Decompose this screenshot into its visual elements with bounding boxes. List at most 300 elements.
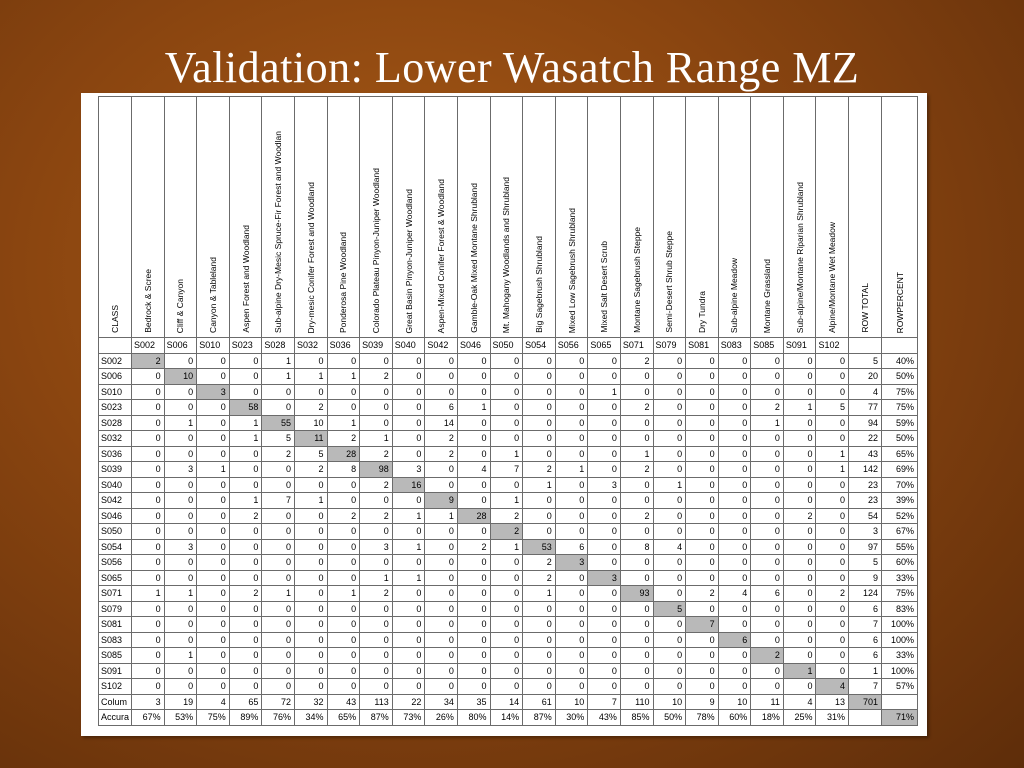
matrix-cell: 0 xyxy=(425,384,458,400)
matrix-cell: 0 xyxy=(751,431,784,447)
matrix-cell: 0 xyxy=(294,586,327,602)
matrix-cell: 0 xyxy=(588,462,621,478)
matrix-cell: 2 xyxy=(457,539,490,555)
matrix-cell: 0 xyxy=(294,508,327,524)
matrix-cell: 113 xyxy=(360,694,393,710)
matrix-cell: 22 xyxy=(392,694,425,710)
matrix-cell: 0 xyxy=(327,353,360,369)
matrix-cell: 0 xyxy=(132,400,165,416)
matrix-cell: 0 xyxy=(132,555,165,571)
matrix-cell: 5 xyxy=(294,446,327,462)
matrix-cell: 0 xyxy=(523,617,556,633)
matrix-cell: 0 xyxy=(653,555,686,571)
column-header-label: Sub-alpine Meadow xyxy=(729,257,740,333)
matrix-cell: 2 xyxy=(686,586,719,602)
matrix-cell: 2 xyxy=(294,400,327,416)
column-code-cell: S040 xyxy=(392,338,425,354)
matrix-cell: 0 xyxy=(262,400,295,416)
column-header-label: Dry Tundra xyxy=(696,290,707,333)
column-header xyxy=(327,97,360,338)
matrix-cell: 0 xyxy=(523,493,556,509)
matrix-cell: 0 xyxy=(718,679,751,695)
matrix-cell: 0 xyxy=(751,462,784,478)
matrix-cell: 0 xyxy=(588,415,621,431)
table-row xyxy=(99,462,918,478)
matrix-cell: 0 xyxy=(425,617,458,633)
matrix-cell: 0 xyxy=(229,539,262,555)
matrix-cell: 0 xyxy=(653,679,686,695)
matrix-cell: 0 xyxy=(164,617,197,633)
matrix-cell: 0 xyxy=(229,462,262,478)
column-header-label: Colorado Plateau Pinyon-Juniper Woodland xyxy=(370,167,381,333)
matrix-cell: 3 xyxy=(392,462,425,478)
matrix-cell: 0 xyxy=(523,508,556,524)
matrix-cell: 39% xyxy=(882,493,918,509)
row-label: S039 xyxy=(99,462,132,478)
matrix-cell: 2 xyxy=(294,462,327,478)
matrix-cell: 80% xyxy=(457,710,490,726)
matrix-cell: 0 xyxy=(327,524,360,540)
matrix-cell: 0 xyxy=(523,415,556,431)
matrix-cell: 0 xyxy=(392,601,425,617)
column-header xyxy=(816,97,849,338)
column-header xyxy=(132,97,165,338)
matrix-cell: 0 xyxy=(653,493,686,509)
matrix-cell: 73% xyxy=(392,710,425,726)
matrix-cell: 0 xyxy=(392,679,425,695)
matrix-cell: 0 xyxy=(392,555,425,571)
matrix-cell: 0 xyxy=(588,586,621,602)
matrix-cell: 3 xyxy=(164,462,197,478)
matrix-cell: 0 xyxy=(197,586,230,602)
matrix-cell: 0 xyxy=(523,679,556,695)
matrix-cell: 1 xyxy=(523,586,556,602)
matrix-cell: 0 xyxy=(294,384,327,400)
matrix-cell: 43 xyxy=(849,446,882,462)
row-label: S054 xyxy=(99,539,132,555)
diagonal-cell: 6 xyxy=(718,632,751,648)
column-header-label: Canyon & Tableland xyxy=(207,257,218,333)
matrix-cell: 2 xyxy=(523,570,556,586)
matrix-cell: 0 xyxy=(816,632,849,648)
matrix-cell: 0 xyxy=(686,431,719,447)
column-header-label: Sub-alpine/Montane Riparian Shrubland xyxy=(794,181,805,333)
matrix-cell: 0 xyxy=(555,446,588,462)
matrix-cell: 0 xyxy=(229,524,262,540)
diagonal-cell: 98 xyxy=(360,462,393,478)
row-label: S042 xyxy=(99,493,132,509)
row-label: S056 xyxy=(99,555,132,571)
matrix-cell: 0 xyxy=(686,508,719,524)
matrix-cell: 0 xyxy=(197,663,230,679)
diagonal-cell: 3 xyxy=(588,570,621,586)
matrix-cell: 0 xyxy=(523,369,556,385)
matrix-cell: 0 xyxy=(360,353,393,369)
matrix-cell: 1 xyxy=(294,493,327,509)
matrix-cell: 0 xyxy=(164,431,197,447)
row-label: S071 xyxy=(99,586,132,602)
matrix-cell: 65% xyxy=(327,710,360,726)
matrix-cell: 0 xyxy=(360,679,393,695)
matrix-cell: 0 xyxy=(751,493,784,509)
matrix-cell: 0 xyxy=(783,586,816,602)
diagonal-cell: 55 xyxy=(262,415,295,431)
matrix-cell: 0 xyxy=(653,508,686,524)
diagonal-cell: 7 xyxy=(686,617,719,633)
column-header-label: Gamble-Oak Mixed Montane Shrubland xyxy=(468,183,479,333)
matrix-cell: 1 xyxy=(327,415,360,431)
matrix-cell: 2 xyxy=(490,508,523,524)
matrix-cell: 0 xyxy=(523,400,556,416)
matrix-cell: 33% xyxy=(882,648,918,664)
matrix-cell: 0 xyxy=(425,679,458,695)
matrix-cell: 0 xyxy=(132,524,165,540)
matrix-cell: 0 xyxy=(653,648,686,664)
column-header xyxy=(588,97,621,338)
matrix-cell: 0 xyxy=(718,415,751,431)
matrix-cell: 22 xyxy=(849,431,882,447)
matrix-cell: 0 xyxy=(327,617,360,633)
matrix-cell: 0 xyxy=(164,632,197,648)
matrix-cell: 0 xyxy=(327,632,360,648)
matrix-cell: 0 xyxy=(132,663,165,679)
matrix-cell: 0 xyxy=(425,648,458,664)
matrix-cell: 0 xyxy=(588,539,621,555)
matrix-cell: 2 xyxy=(816,586,849,602)
diagonal-cell: 1 xyxy=(783,663,816,679)
matrix-cell: 0 xyxy=(718,524,751,540)
matrix-cell: 0 xyxy=(686,632,719,648)
diagonal-cell: 28 xyxy=(457,508,490,524)
matrix-cell: 0 xyxy=(783,493,816,509)
table-row xyxy=(99,446,918,462)
matrix-cell: 0 xyxy=(360,493,393,509)
matrix-cell: 2 xyxy=(360,508,393,524)
matrix-cell: 0 xyxy=(132,648,165,664)
matrix-cell: 0 xyxy=(718,539,751,555)
matrix-cell: 0 xyxy=(686,400,719,416)
matrix-cell: 0 xyxy=(653,632,686,648)
matrix-cell: 2 xyxy=(360,477,393,493)
table-row xyxy=(99,586,918,602)
matrix-cell: 0 xyxy=(197,570,230,586)
column-code-cell: S050 xyxy=(490,338,523,354)
matrix-cell: 0 xyxy=(523,384,556,400)
column-code-cell: S079 xyxy=(653,338,686,354)
matrix-cell: 0 xyxy=(229,601,262,617)
matrix-cell: 0 xyxy=(783,477,816,493)
matrix-cell: 7 xyxy=(588,694,621,710)
matrix-cell: 0 xyxy=(262,539,295,555)
column-header xyxy=(164,97,197,338)
matrix-cell: 50% xyxy=(882,431,918,447)
matrix-cell: 0 xyxy=(751,632,784,648)
matrix-cell: 4 xyxy=(718,586,751,602)
diagonal-cell: 701 xyxy=(849,694,882,710)
matrix-cell: 0 xyxy=(197,400,230,416)
table-row xyxy=(99,508,918,524)
matrix-cell: 43 xyxy=(327,694,360,710)
table-row xyxy=(99,524,918,540)
matrix-cell: 0 xyxy=(718,353,751,369)
matrix-cell: 100% xyxy=(882,632,918,648)
matrix-cell: 2 xyxy=(229,586,262,602)
matrix-cell: 0 xyxy=(783,431,816,447)
matrix-cell: 0 xyxy=(783,384,816,400)
matrix-cell: 4 xyxy=(783,694,816,710)
matrix-cell: 0 xyxy=(392,446,425,462)
matrix-cell: 0 xyxy=(718,384,751,400)
matrix-cell: 1 xyxy=(327,586,360,602)
matrix-cell: 0 xyxy=(751,508,784,524)
matrix-cell: 0 xyxy=(197,648,230,664)
matrix-cell: 83% xyxy=(882,601,918,617)
matrix-cell: 59% xyxy=(882,415,918,431)
row-label: S081 xyxy=(99,617,132,633)
matrix-cell: 4 xyxy=(849,384,882,400)
matrix-cell: 0 xyxy=(294,477,327,493)
matrix-cell: 4 xyxy=(197,694,230,710)
matrix-cell: 0 xyxy=(457,570,490,586)
column-code-cell: S054 xyxy=(523,338,556,354)
matrix-cell: 9 xyxy=(849,570,882,586)
matrix-cell: 0 xyxy=(262,663,295,679)
matrix-cell: 1 xyxy=(490,493,523,509)
column-code-cell: S002 xyxy=(132,338,165,354)
column-header-label: Mixed Low Sagebrush Shrubland xyxy=(566,207,577,333)
matrix-cell: 0 xyxy=(392,431,425,447)
matrix-cell: 0 xyxy=(783,632,816,648)
matrix-cell: 8 xyxy=(620,539,653,555)
matrix-cell: 4 xyxy=(653,539,686,555)
matrix-cell: 0 xyxy=(686,353,719,369)
matrix-cell: 0 xyxy=(653,384,686,400)
column-header xyxy=(523,97,556,338)
matrix-cell: 0 xyxy=(783,539,816,555)
column-header-label: Cliff & Canyon xyxy=(175,278,186,333)
matrix-cell: 50% xyxy=(882,369,918,385)
column-header xyxy=(882,97,918,338)
matrix-cell: 6 xyxy=(849,632,882,648)
matrix-cell: 43% xyxy=(588,710,621,726)
matrix-cell: 0 xyxy=(164,570,197,586)
matrix-cell: 0 xyxy=(197,431,230,447)
matrix-cell: 4 xyxy=(457,462,490,478)
matrix-cell: 0 xyxy=(132,369,165,385)
matrix-cell: 53% xyxy=(164,710,197,726)
code-blank-cell xyxy=(99,338,132,354)
row-label: S050 xyxy=(99,524,132,540)
matrix-cell: 0 xyxy=(751,369,784,385)
matrix-cell: 0 xyxy=(327,663,360,679)
matrix-cell: 0 xyxy=(425,477,458,493)
matrix-cell: 0 xyxy=(132,431,165,447)
matrix-cell: 0 xyxy=(490,353,523,369)
table-row xyxy=(99,555,918,571)
column-code-cell: S085 xyxy=(751,338,784,354)
matrix-cell: 0 xyxy=(360,400,393,416)
matrix-cell: 0 xyxy=(490,601,523,617)
matrix-cell: 23 xyxy=(849,477,882,493)
diagonal-cell: 9 xyxy=(425,493,458,509)
matrix-cell: 142 xyxy=(849,462,882,478)
matrix-cell: 0 xyxy=(132,384,165,400)
matrix-cell: 2 xyxy=(425,431,458,447)
matrix-cell: 0 xyxy=(490,679,523,695)
matrix-cell: 0 xyxy=(132,617,165,633)
row-label: Colum xyxy=(99,694,132,710)
matrix-cell: 0 xyxy=(294,555,327,571)
matrix-cell: 0 xyxy=(686,601,719,617)
matrix-cell: 0 xyxy=(751,539,784,555)
matrix-cell: 0 xyxy=(425,539,458,555)
matrix-cell: 1 xyxy=(262,369,295,385)
matrix-cell: 0 xyxy=(327,493,360,509)
matrix-cell: 0 xyxy=(783,524,816,540)
matrix-cell: 0 xyxy=(327,400,360,416)
matrix-cell: 0 xyxy=(686,570,719,586)
matrix-cell: 0 xyxy=(653,663,686,679)
row-label: S091 xyxy=(99,663,132,679)
matrix-cell: 0 xyxy=(457,431,490,447)
matrix-cell: 2 xyxy=(360,446,393,462)
matrix-cell: 6 xyxy=(849,648,882,664)
matrix-cell: 6 xyxy=(849,601,882,617)
matrix-cell: 0 xyxy=(555,384,588,400)
matrix-cell: 0 xyxy=(229,477,262,493)
matrix-cell: 0 xyxy=(197,493,230,509)
matrix-cell: 0 xyxy=(783,617,816,633)
column-header xyxy=(392,97,425,338)
matrix-cell: 0 xyxy=(294,679,327,695)
matrix-cell: 100% xyxy=(882,617,918,633)
matrix-cell: 0 xyxy=(360,524,393,540)
matrix-cell: 1 xyxy=(588,384,621,400)
matrix-cell: 2 xyxy=(523,555,556,571)
column-header-label: Montane Grassland xyxy=(761,258,772,333)
matrix-cell xyxy=(882,694,918,710)
column-header-label: Big Sagebrush Shrubland xyxy=(533,236,544,333)
matrix-cell: 72 xyxy=(262,694,295,710)
column-header-row xyxy=(99,97,918,338)
matrix-cell: 0 xyxy=(588,508,621,524)
matrix-cell: 33% xyxy=(882,570,918,586)
matrix-cell: 0 xyxy=(294,539,327,555)
matrix-cell: 8 xyxy=(327,462,360,478)
column-code-cell: S083 xyxy=(718,338,751,354)
matrix-cell: 0 xyxy=(327,601,360,617)
matrix-cell: 0 xyxy=(686,384,719,400)
matrix-cell: 0 xyxy=(686,493,719,509)
matrix-cell: 0 xyxy=(425,570,458,586)
matrix-cell: 0 xyxy=(392,586,425,602)
matrix-cell: 87% xyxy=(523,710,556,726)
matrix-cell: 0 xyxy=(718,555,751,571)
column-header xyxy=(686,97,719,338)
matrix-cell: 0 xyxy=(686,477,719,493)
matrix-cell: 0 xyxy=(751,477,784,493)
matrix-cell: 0 xyxy=(294,632,327,648)
matrix-cell: 0 xyxy=(555,353,588,369)
matrix-cell: 55% xyxy=(882,539,918,555)
matrix-cell: 0 xyxy=(523,601,556,617)
column-header-label: Alpine/Montane Wet Meadow xyxy=(827,222,838,333)
matrix-cell: 0 xyxy=(327,570,360,586)
column-header-label: Ponderosa Pine Woodland xyxy=(338,232,349,333)
matrix-cell: 0 xyxy=(327,384,360,400)
column-header-label: Bedrock & Scree xyxy=(142,269,153,333)
matrix-cell: 0 xyxy=(620,663,653,679)
matrix-cell: 0 xyxy=(457,477,490,493)
matrix-cell: 26% xyxy=(425,710,458,726)
table-row xyxy=(99,539,918,555)
matrix-cell: 65 xyxy=(229,694,262,710)
matrix-cell: 0 xyxy=(718,617,751,633)
column-header xyxy=(718,97,751,338)
matrix-cell: 1 xyxy=(490,446,523,462)
matrix-cell: 0 xyxy=(620,648,653,664)
matrix-cell: 1 xyxy=(490,539,523,555)
matrix-cell: 1 xyxy=(751,415,784,431)
matrix-cell: 1 xyxy=(229,415,262,431)
matrix-cell: 0 xyxy=(783,369,816,385)
matrix-cell: 0 xyxy=(555,493,588,509)
matrix-cell: 0 xyxy=(392,369,425,385)
matrix-cell: 0 xyxy=(294,663,327,679)
matrix-cell: 75% xyxy=(882,586,918,602)
matrix-cell: 0 xyxy=(816,524,849,540)
matrix-cell: 0 xyxy=(686,648,719,664)
matrix-cell: 0 xyxy=(164,524,197,540)
column-header-label: Dry-mesic Conifer Forest and Woodland xyxy=(305,181,316,333)
matrix-cell: 13 xyxy=(816,694,849,710)
matrix-cell: 0 xyxy=(718,446,751,462)
table-row xyxy=(99,477,918,493)
matrix-cell: 7 xyxy=(849,679,882,695)
matrix-cell: 0 xyxy=(262,508,295,524)
matrix-cell: 0 xyxy=(588,400,621,416)
matrix-cell: 0 xyxy=(490,648,523,664)
matrix-cell: 0 xyxy=(653,415,686,431)
matrix-cell: 0 xyxy=(262,462,295,478)
matrix-cell: 0 xyxy=(262,384,295,400)
matrix-cell: 0 xyxy=(816,508,849,524)
matrix-cell: 0 xyxy=(392,493,425,509)
table-row xyxy=(99,384,918,400)
matrix-cell: 2 xyxy=(620,508,653,524)
matrix-cell: 0 xyxy=(816,648,849,664)
column-header xyxy=(849,97,882,338)
matrix-cell: 124 xyxy=(849,586,882,602)
matrix-cell: 0 xyxy=(620,601,653,617)
matrix-cell: 34% xyxy=(294,710,327,726)
matrix-cell: 0 xyxy=(686,524,719,540)
matrix-cell: 0 xyxy=(783,446,816,462)
matrix-cell: 0 xyxy=(262,617,295,633)
matrix-cell: 0 xyxy=(132,570,165,586)
matrix-cell: 0 xyxy=(262,648,295,664)
matrix-cell: 0 xyxy=(620,369,653,385)
column-header xyxy=(229,97,262,338)
matrix-cell: 0 xyxy=(197,524,230,540)
matrix-cell: 0 xyxy=(751,555,784,571)
diagonal-cell: 28 xyxy=(327,446,360,462)
matrix-cell xyxy=(849,710,882,726)
matrix-cell: 0 xyxy=(229,353,262,369)
matrix-cell: 0 xyxy=(229,384,262,400)
matrix-cell: 0 xyxy=(132,462,165,478)
matrix-cell: 18% xyxy=(751,710,784,726)
